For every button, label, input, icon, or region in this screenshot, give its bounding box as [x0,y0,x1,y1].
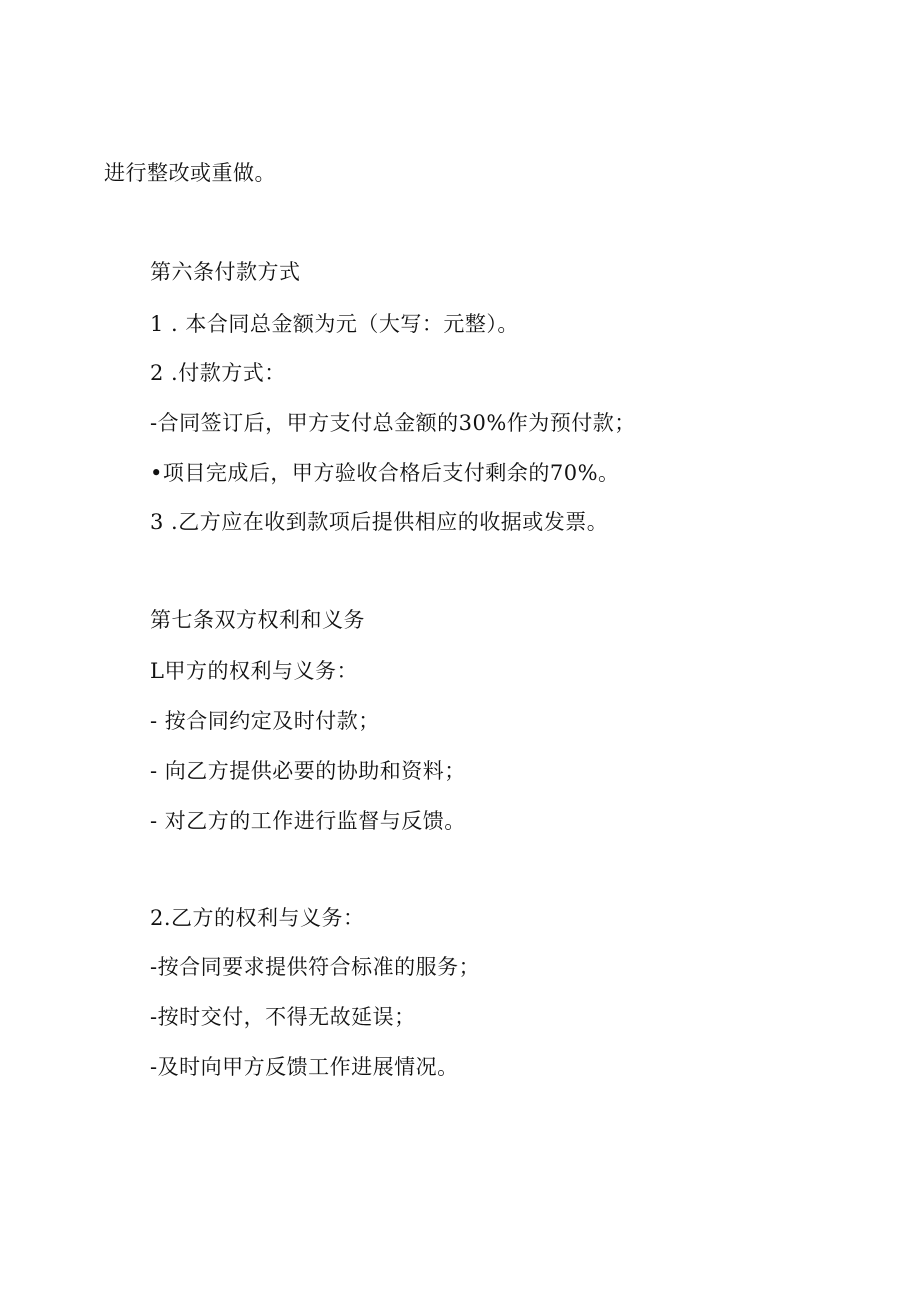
article-6-heading: 第六条付款方式 [150,260,301,284]
party-b-item: -按合同要求提供符合标准的服务； [150,955,481,979]
party-b-title: 2.乙方的权利与义务： [150,906,365,930]
party-a-title: L甲方的权利与义务： [150,659,358,683]
continuation-text: 进行整改或重做。 [104,161,276,185]
party-a-item: - 向乙方提供必要的协助和资料； [150,759,466,783]
article-6-item-3: 3 .乙方应在收到款项后提供相应的收据或发票。 [150,510,609,534]
party-a-item: - 按合同约定及时付款； [150,709,380,733]
article-7-heading: 第七条双方权利和义务 [150,608,365,632]
article-6-subitem-prepayment: -合同签订后，甲方支付总金额的30%作为预付款； [150,411,636,435]
article-6-subitem-final-payment: •项目完成后，甲方验收合格后支付剩余的70%。 [150,461,620,485]
party-a-item: - 对乙方的工作进行监督与反馈。 [150,809,466,833]
article-6-item-2: 2 .付款方式： [150,361,286,385]
article-6-item-1: 1 . 本合同总金额为元（大写：元整）。 [150,312,519,336]
party-b-item: -及时向甲方反馈工作进展情况。 [150,1055,459,1079]
party-b-item: -按时交付，不得无故延误； [150,1005,416,1029]
